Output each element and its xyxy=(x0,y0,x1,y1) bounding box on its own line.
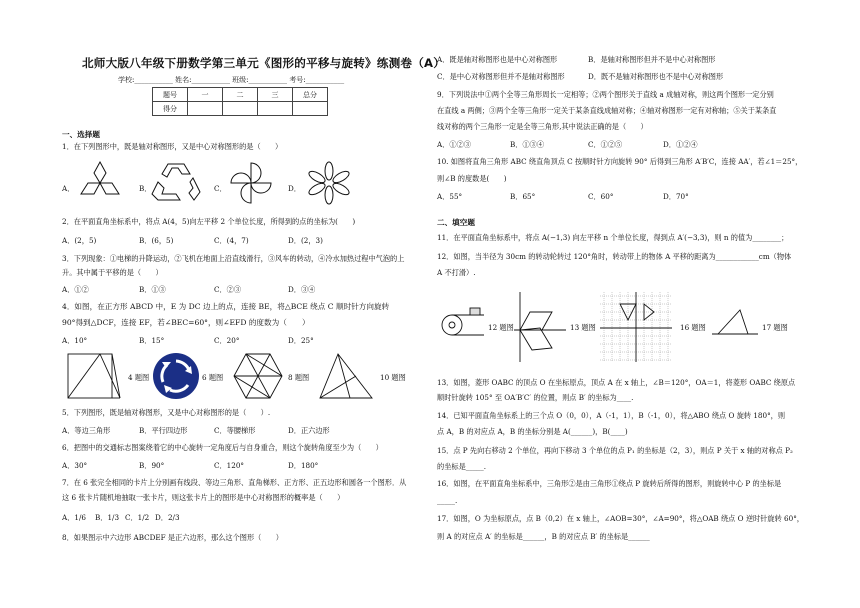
question-13-line1: 13．如图，菱形 OABC 的顶点 O 在坐标原点，顶点 A 在 x 轴上，∠B＝120°，OA＝1，将菱形 OABC 绕原点 xyxy=(437,378,796,387)
question-15-line2: 的坐标是_____. xyxy=(437,462,487,471)
triangle-figure-10 xyxy=(316,352,376,402)
q8-option-c: C．是中心对称图形但并不是轴对称图形 xyxy=(437,72,565,81)
score-cell: 题号 xyxy=(153,88,188,102)
q6-option-d: D．180° xyxy=(288,461,319,470)
question-9-line2: 在直线 a 两侧；③两个全等三角形一定关于某条直线成轴对称；④轴对称图形一定有对称轴；⑤关于某条直 xyxy=(437,106,777,115)
hexagon-figure-8 xyxy=(232,352,284,400)
mitsubishi-logo-icon xyxy=(75,160,125,204)
q4-option-d: D．25° xyxy=(288,336,314,345)
q4-option-c: C．20° xyxy=(214,336,240,345)
question-17-line2: 则 A 的对应点 A′ 的坐标是______，B 的对应点 B′ 的坐标是______ xyxy=(437,532,650,541)
score-cell: 得分 xyxy=(153,102,188,116)
square-figure-4 xyxy=(66,352,122,402)
q6-option-b: B．90° xyxy=(139,461,165,470)
question-11: 11．在平面直角坐标系中，将点 A(−1,3) 向左平移 n 个单位长度，得到点 A′(−3,3)，则 n 的值为________； xyxy=(437,233,789,242)
q4-option-a: A．10° xyxy=(62,336,88,345)
q10-option-b: B．65° xyxy=(510,192,536,201)
q5-option-c: C．等腰梯形 xyxy=(214,426,256,435)
question-15-line1: 15．点 P 先向右移动 2 个单位，再向下移动 3 个单位的点 P₁ 的坐标是（2，3），则点 P 关于 x 轴的对称点 P₂ xyxy=(437,446,793,455)
score-cell xyxy=(293,102,328,116)
q9-option-d: D．①②④ xyxy=(663,140,698,149)
q5-option-a: A．等边三角形 xyxy=(62,426,111,435)
figure-caption-17: 17 题图 xyxy=(762,323,788,332)
q3-option-c: C．②③ xyxy=(214,285,242,294)
score-cell: 一 xyxy=(188,88,223,102)
pinwheel-icon xyxy=(228,160,274,206)
q9-option-a: A．①②③ xyxy=(437,140,471,149)
q10-option-d: D．70° xyxy=(663,192,689,201)
q1-option-a: A． xyxy=(62,184,75,193)
q2-option-a: A．(2，5) xyxy=(62,236,97,245)
question-8: 8．如果图示中六边形 ABCDEF 是正六边形，那么这个图形（ ） xyxy=(62,533,283,542)
question-14-line1: 14．已知平面直角坐标系上的三个点 O（0，0），A（-1，1），B（-1，0），将△ABO 绕点 O 旋转 180°，则 xyxy=(437,411,786,420)
figure-caption-8: 8 题图 xyxy=(288,373,310,382)
q1-option-d: D． xyxy=(288,184,301,193)
q7-option-b: B．1/3 xyxy=(95,513,120,522)
figure-caption-16: 16 题图 xyxy=(680,323,706,332)
wheel-belt-figure-12 xyxy=(440,305,486,341)
question-7-line1: 7．在 6 张完全相同的卡片上分别画有线段、等边三角形、直角梯形、正方形、正五边形和圆各一个图形．从 xyxy=(62,478,407,487)
question-3-line2: 升。其中属于平移的是（ ） xyxy=(62,268,163,277)
question-3-line1: 3．下列现象：①电梯的升降运动，②飞机在地面上沿直线滑行，③风车的转动，④冷水加热过程中气泡的上 xyxy=(62,254,405,263)
question-17-line1: 17．如图，O 为坐标原点，点 B（0,2）在 x 轴上，∠AOB=30°，∠A=90°，将△OAB 绕点 O 逆时针旋转 60°， xyxy=(437,514,804,523)
q8-option-d: D．既不是轴对称图形也不是中心对称图形 xyxy=(588,72,724,81)
q7-option-a: A．1/6 xyxy=(62,513,86,522)
q9-option-c: C．①②⑤ xyxy=(588,140,623,149)
question-5: 5．下列图形，既是轴对称图形，又是中心对称图形的是（ ）. xyxy=(62,408,271,417)
question-2: 2．在平面直角坐标系中，将点 A(4，5)向左平移 2 个单位长度，所得到的点的坐标为( ) xyxy=(62,217,356,226)
score-cell: 总分 xyxy=(293,88,328,102)
score-table xyxy=(152,87,328,116)
q2-option-d: D．(2，3) xyxy=(288,236,323,245)
question-9-line1: 9．下列说法中①两个全等三角形周长一定相等；②两个图形关于直线 a 成轴对称，则这两个图形一定分别 xyxy=(437,90,774,99)
question-10-line1: 10. 如图将直角三角形 ABC 绕直角顶点 C 按顺时针方向旋转 90° 后得到三角形 A′B′C，连接 AA′，若∠1＝25°， xyxy=(437,157,803,166)
q8-option-b: B．是轴对称图形但并不是中心对称图形 xyxy=(588,55,716,64)
q5-option-b: B．平行四边形 xyxy=(139,426,188,435)
question-9-line3: 线对称的两个三角形一定是全等三角形,其中说法正确的是（ ） xyxy=(437,122,648,131)
question-6: 6．把图中的交通标志图案绕着它的中心旋转一定角度后与自身重合，则这个旋转角度至少为（ ） xyxy=(62,443,383,452)
section-choice-heading: 一、选择题 xyxy=(62,130,100,139)
figure-caption-10: 10 题图 xyxy=(380,373,406,382)
q6-option-c: C．120° xyxy=(214,461,244,470)
grid-figure-16 xyxy=(598,290,674,364)
q1-option-c: C． xyxy=(214,184,227,193)
q4-option-b: B．15° xyxy=(139,336,165,345)
score-cell: 三 xyxy=(258,88,293,102)
question-10-line2: 则∠B 的度数是( ) xyxy=(437,174,507,183)
score-cell xyxy=(188,102,223,116)
rhombus-figure-13 xyxy=(512,290,568,364)
question-16-line1: 16．如图，在平面直角坐标系中，三角形②是由三角形①绕点 P 旋转后所得的图形，则旋转中心 P 的坐标是 xyxy=(437,479,782,488)
q10-option-c: C．60° xyxy=(588,192,614,201)
question-16-line2: _____. xyxy=(437,496,458,505)
info-line: 学校:___________ 姓名:___________ 班级:___________ 考号:___________ xyxy=(118,76,345,84)
score-cell xyxy=(258,102,293,116)
q10-option-a: A．55° xyxy=(437,192,463,201)
q3-option-b: B．①③ xyxy=(139,285,166,294)
q7-option-c: C．1/2 xyxy=(125,513,150,522)
flower-icon xyxy=(304,160,354,206)
roundabout-sign-icon xyxy=(152,352,200,400)
page-title: 北师大版八年级下册数学第三单元《图形的平移与旋转》练测卷（A） xyxy=(82,56,445,70)
question-12-line1: 12．如图，当半径为 30cm 的转动轮转过 120°角时，转动带上的物体 A 平移的距离为____________cm（物体 xyxy=(437,252,792,261)
q1-option-b: B． xyxy=(139,184,152,193)
q2-option-b: B．(6，5) xyxy=(139,236,174,245)
figure-caption-6: 6 题图 xyxy=(202,373,224,382)
question-4-line2: 90°得到△DCF，连接 EF，若∠BEC=60°，则∠EFD 的度数为（ ） xyxy=(62,318,310,327)
question-13-line2: 顺时针旋转 105° 至 OA′B′C′ 的位置，则点 B′ 的坐标为____. xyxy=(437,393,634,402)
figure-caption-12: 12 题图 xyxy=(488,323,514,332)
q2-option-c: C．(4，7) xyxy=(214,236,249,245)
triangle-figure-17 xyxy=(710,300,760,346)
q3-option-a: A．①② xyxy=(62,285,89,294)
question-4-line1: 4．如图，在正方形 ABCD 中，E 为 DC 边上的点，连接 BE，将△BCE 绕点 C 顺时针方向旋转 xyxy=(62,302,390,311)
q5-option-d: D．正六边形 xyxy=(288,426,330,435)
score-cell: 二 xyxy=(223,88,258,102)
q6-option-a: A．30° xyxy=(62,461,88,470)
question-1: 1．在下列图形中，既是轴对称图形，又是中心对称图形的是（ ） xyxy=(62,142,283,151)
q7-option-d: D．2/3 xyxy=(155,513,180,522)
figure-caption-4: 4 题图 xyxy=(128,373,150,382)
q3-option-d: D．③④ xyxy=(288,285,316,294)
question-7-line2: 这 6 张卡片随机地抽取一张卡片，则这张卡片上的图形是中心对称图形的概率是（ ） xyxy=(62,493,345,502)
figure-caption-13: 13 题图 xyxy=(570,323,596,332)
section-fill-heading: 二、填空题 xyxy=(437,218,475,227)
score-cell xyxy=(223,102,258,116)
question-14-line2: 点 A，B 的对应点 A，B 的坐标分别是 A(______)，B(____) xyxy=(437,427,628,436)
q8-option-a: A．既是轴对称图形也是中心对称图形 xyxy=(437,55,558,64)
question-12-line2: A 不打滑）. xyxy=(437,268,476,277)
q9-option-b: B．①③④ xyxy=(510,140,545,149)
recycle-logo-icon xyxy=(150,160,202,204)
